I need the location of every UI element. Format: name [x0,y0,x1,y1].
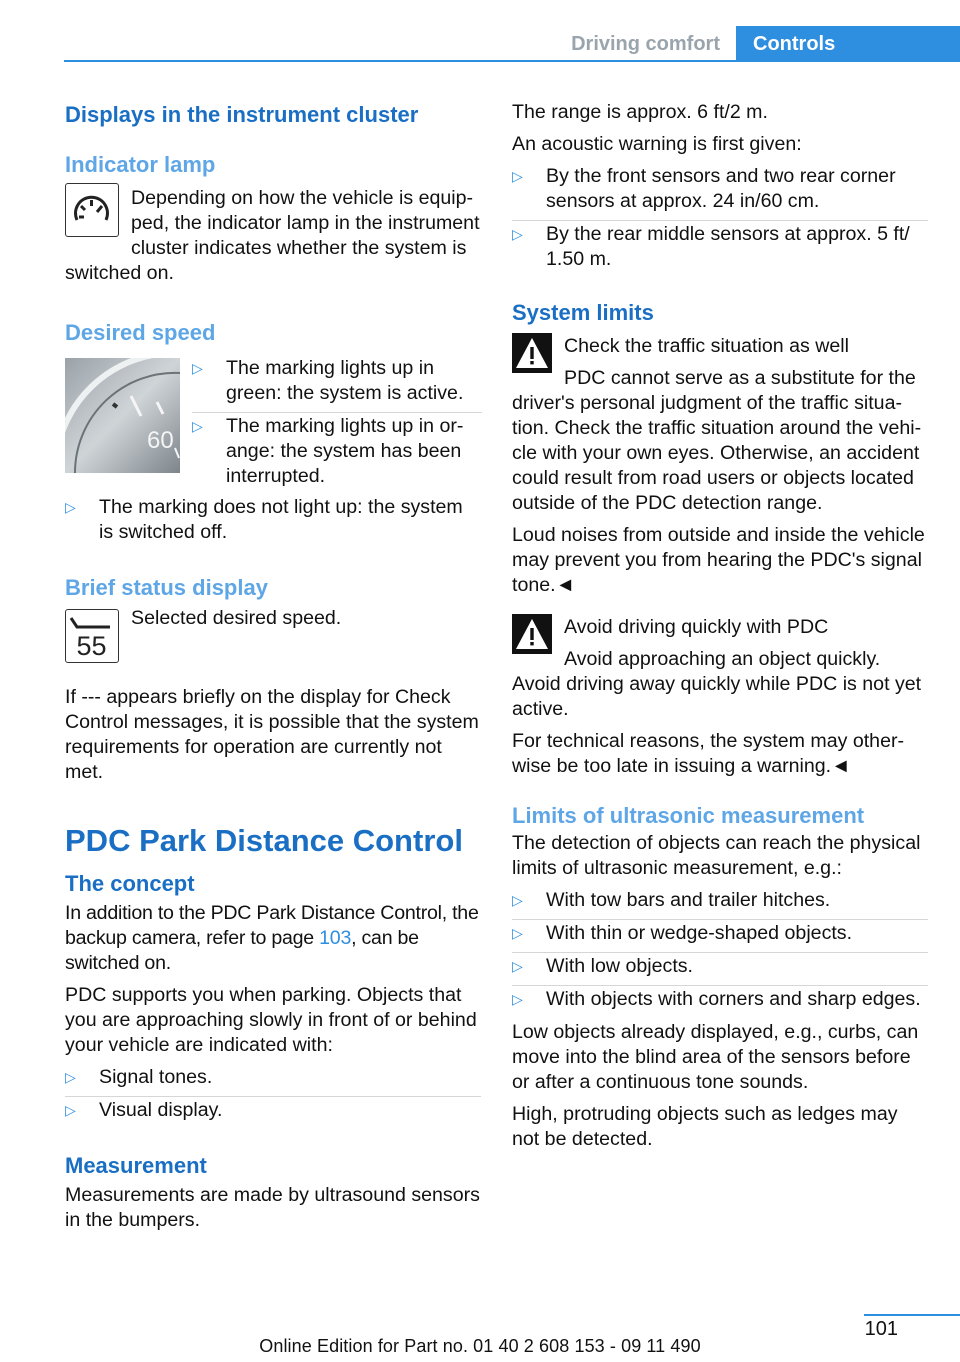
list-item: ▷ With objects with corners and sharp edges. [512,988,921,1010]
measurement-text: Measurements are made by ultrasound sensors in the bumpers. [65,1184,480,1231]
left-column [65,100,481,1240]
list-item: ▷ With thin or wedge-shaped objects. [512,921,928,953]
heading-desired-speed: Desired speed [65,320,216,345]
heading-displays: Displays in the instrument cluster [65,102,419,127]
caution-block-1 [512,334,928,516]
bullet-triangle-icon: ▷ [65,499,76,515]
desired-speed-block [65,358,481,498]
bullet-triangle-icon: ▷ [512,168,523,184]
warning-triangle-icon [512,614,552,654]
indicator-line-4: switched on. [65,262,174,284]
indicator-line-2: ped, the indicator lamp in the instrument [131,212,480,234]
heading-indicator-lamp: Indicator lamp [65,152,216,177]
bullet-triangle-icon: ▷ [512,226,523,242]
bullet-triangle-icon: ▷ [512,892,523,908]
desired-speed-status-icon [65,609,119,663]
bullet-triangle-icon: ▷ [65,1102,76,1118]
heading-concept: The concept [65,871,195,896]
bullet-triangle-icon: ▷ [192,418,203,434]
heading-pdc: PDC Park Distance Control [65,823,463,858]
acoustic-warning-list [512,164,928,278]
desired-speed-list [192,356,482,496]
speedometer-number: 60 [147,427,174,454]
technical-text: For technical reasons, the system may other‐ wise be too late in issuing a warning.◄ [512,730,905,777]
heading-brief-status: Brief status display [65,575,268,600]
bullet-triangle-icon: ▷ [512,991,523,1007]
support-list [65,1065,481,1129]
caution-2-title: Avoid driving quickly with PDC [564,616,829,638]
list-item: ▷ By the front sensors and two rear corner sensors at approx. 24 in/60 cm. [512,164,928,221]
list-item: ▷ With low objects. [512,954,928,986]
caution-2-head [512,615,928,672]
list-item: ▷ The marking lights up in green: the system is active. [192,356,482,413]
page-link-103[interactable]: 103 [319,927,352,949]
list-item: ▷ The marking lights up in or‐ ange: the system has been interrupted. [192,415,464,487]
page-header [0,0,960,64]
warning-triangle-icon [512,333,552,373]
heading-measurement: Measurement [65,1153,207,1178]
list-item: ▷ Signal tones. [65,1065,481,1097]
list-item: ▷ Visual display. [65,1099,223,1121]
list-item: ▷ With tow bars and trailer hitches. [512,888,928,920]
right-column [512,100,928,1159]
bullet-triangle-icon: ▷ [65,1069,76,1085]
desired-speed-list-2 [65,495,481,551]
page-number: 101 [864,1318,898,1340]
support-text: PDC supports you when parking. Objects that you are approaching slowly in front of or behind your vehicle are indicated with: [65,984,477,1056]
caution-1-line: PDC cannot serve as a substitute for the [564,367,916,389]
brief-status-block [65,607,481,675]
indicator-line-3: cluster indicates whether the system is [131,237,467,259]
indicator-line-1: Depending on how the vehicle is equip‐ [131,187,474,209]
bullet-triangle-icon: ▷ [512,958,523,974]
high-objects-text: High, protruding objects such as ledges may not be detected. [512,1103,898,1150]
noise-text: Loud noises from outside and inside the vehicle may prevent you from hearing the PDC's signal tone.◄ [512,524,925,596]
status-number: 55 [76,631,107,661]
list-item: ▷ By the rear middle sensors at approx. 5 ft/ 1.50 m. [512,223,910,270]
indicator-text [65,186,481,261]
range-text: The range is approx. 6 ft/2 m. [512,101,768,123]
header-rule [64,60,960,62]
list-item: ▷ The marking does not light up: the system is switched off. [65,496,463,543]
page-footer [0,1314,960,1362]
check-control-text: If --- appears briefly on the display for Check Control messages, it is possible that the system requirements for operation are currently not met. [65,686,479,783]
concept-text: In addition to the PDC Park Distance Control, the backup camera, refer to page 103, can be switched on. [65,902,479,974]
caution-1-head [512,334,928,391]
brief-status-text: Selected desired speed. [131,607,342,629]
speedometer-image [65,358,180,473]
ultrasonic-text: The detection of objects can reach the physical limits of ultrasonic measurement, e.g.: [512,832,921,879]
header-chapter-tab: Controls [736,26,960,62]
caution-1-body: driver's personal judgment of the traffic situa‐ tion. Check the traffic situation around the vehi‐ cle with your own eyes. Otherwise, an accident could result from road users or objects located outside of the PDC detection range. [512,392,922,514]
indicator-block [65,186,481,286]
online-edition-text: Online Edition for Part no. 01 40 2 608 153 - 09 11 490 [259,1336,701,1356]
heading-ultrasonic-limits: Limits of ultrasonic measurement [512,803,865,828]
header-section-title: Driving comfort [571,33,720,55]
caution-2-line: Avoid approaching an object quickly. [564,648,881,670]
bullet-triangle-icon: ▷ [192,360,203,376]
low-objects-text: Low objects already displayed, e.g., curbs, can move into the blind area of the sensors before or after a continuous tone sounds. [512,1021,919,1093]
acoustic-warning-text: An acoustic warning is first given: [512,133,802,155]
caution-1-title: Check the traffic situation as well [564,335,849,357]
ultrasonic-list [512,888,928,1018]
heading-system-limits: System limits [512,300,654,325]
caution-2-body: Avoid driving away quickly while PDC is not yet active. [512,673,922,720]
caution-block-2 [512,615,928,722]
bullet-triangle-icon: ▷ [512,925,523,941]
speed-control-indicator-icon [65,183,119,237]
